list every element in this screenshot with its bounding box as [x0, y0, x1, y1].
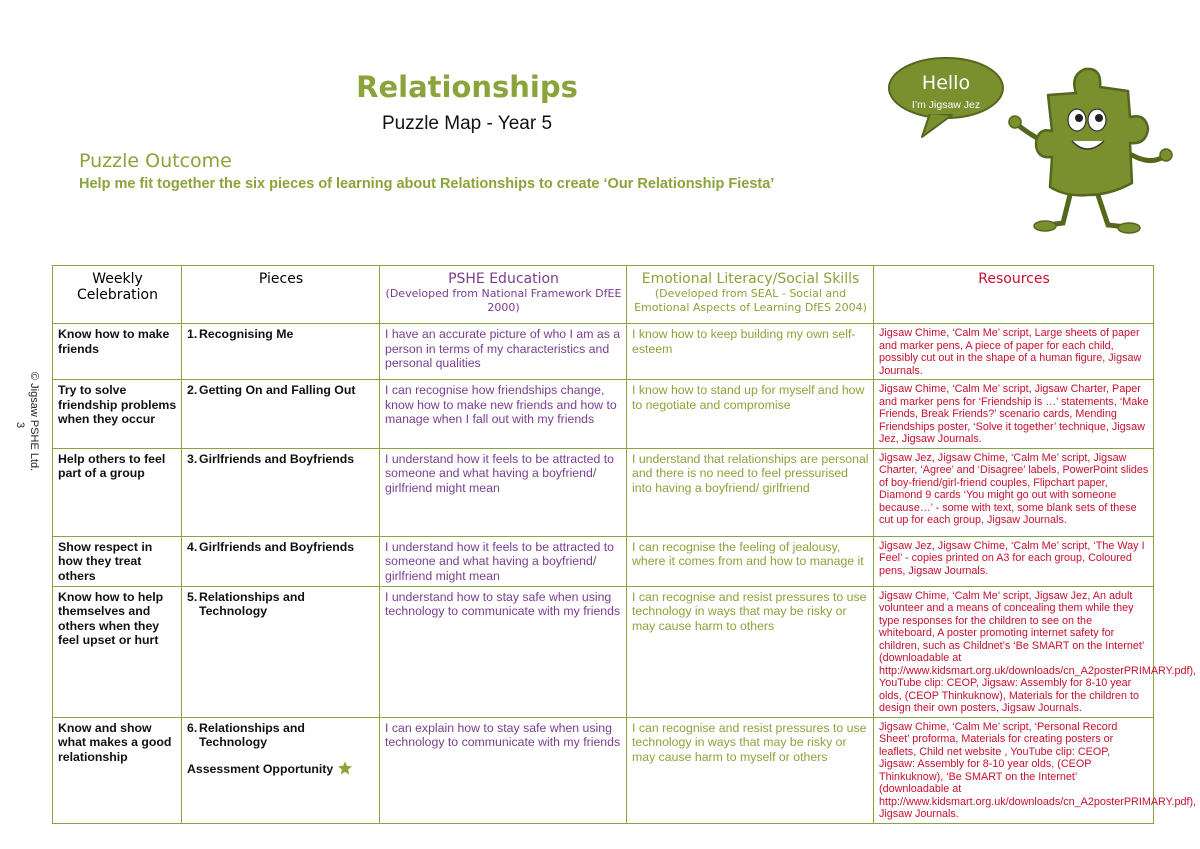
pshe-cell: I can recognise how friendships change, know how to make new friends and how to manage when I fall out with my friends — [380, 380, 627, 449]
header-pshe-education — [380, 266, 627, 324]
resources-cell: Jigsaw Chime, ‘Calm Me’ script, Jigsaw Jez, An adult volunteer and a means of concealing them while they type responses for the children to see on the whiteboard, A poster promoting internet safety for children, such as Childnet’s ‘Be SMART on the Internet’ (downloadable at http://www.kidsmart.org.uk/downloads/cn_A2posterPRIMARY.pdf), YouTube clip: CEOP, Jigsaw: Assembly for 8-10 year olds, (CEOP Thinkuknow), Materials for the children to design their own posters, Jigsaw Journals. — [874, 586, 1154, 717]
resources-cell: Jigsaw Chime, ‘Calm Me’ script, Large sheets of paper and marker pens, A piece of paper for each child, possibly cut out in the shape of a human figure, Jigsaw Journals. — [874, 324, 1154, 380]
emotional-cell: I know how to keep building my own self-esteem — [627, 324, 874, 380]
weekly-celebration-cell: Help others to feel part of a group — [53, 448, 182, 536]
table-header-row — [53, 266, 1154, 324]
header-emotional-subtitle: (Developed from SEAL - Social and Emotional Aspects of Learning DfES 2004) — [634, 287, 867, 314]
weekly-celebration-cell: Know and show what makes a good relationship — [53, 717, 182, 823]
weekly-celebration-cell: Try to solve friendship problems when they occur — [53, 380, 182, 449]
pshe-cell: I have an accurate picture of who I am as a person in terms of my characteristics and personal qualities — [380, 324, 627, 380]
piece-number: 5. — [187, 589, 198, 604]
table-row — [53, 536, 1154, 586]
table-row — [53, 448, 1154, 536]
puzzle-map-table — [52, 265, 1197, 824]
pshe-cell: I understand how it feels to be attracted to someone and what having a boyfriend/ girlfriend might mean — [380, 536, 627, 586]
copyright-text: © Jigsaw PSHE Ltd. — [28, 372, 40, 472]
header-resources: Resources — [874, 266, 1154, 324]
star-icon — [337, 760, 353, 776]
side-footer — [10, 372, 44, 482]
piece-title: Girlfriends and Boyfriends — [199, 539, 355, 554]
emotional-cell: I can recognise and resist pressures to use technology in ways that may be risky or may cause harm to myself or others — [627, 717, 874, 823]
piece-title: Recognising Me — [199, 327, 294, 341]
puzzle-outcome-heading: Puzzle Outcome — [79, 150, 232, 172]
emotional-cell: I know how to stand up for myself and how to negotiate and compromise — [627, 380, 874, 449]
speech-bubble — [889, 58, 1003, 137]
piece-title: Girlfriends and Boyfriends — [199, 451, 355, 466]
piece-cell — [182, 380, 380, 449]
table-row — [53, 717, 1154, 823]
pshe-cell: I understand how it feels to be attracted to someone and what having a boyfriend/ girlfriend might mean — [380, 448, 627, 536]
header-pshe-subtitle: (Developed from National Framework DfEE 2000) — [385, 287, 622, 314]
piece-cell — [182, 717, 380, 823]
weekly-celebration-cell: Show respect in how they treat others — [53, 536, 182, 586]
table-row — [53, 324, 1154, 380]
header-pieces: Pieces — [182, 266, 380, 324]
assessment-label: Assessment Opportunity — [187, 761, 334, 776]
resources-cell: Jigsaw Chime, ‘Calm Me’ script, Jigsaw Charter, Paper and marker pens for ‘Friendship is …’ statements, ‘Make Friends, Break Friends?’ scenario cards, Mending Friendships poster, ‘Solve it together’ technique, Jigsaw Jez, Jigsaw Journals. — [874, 380, 1154, 449]
puzzle-outcome-text: Help me fit together the six pieces of learning about Relationships to create ‘Our Relationship Fiesta’ — [79, 176, 775, 192]
emotional-cell: I can recognise and resist pressures to use technology in ways that may be risky or may cause harm to others — [627, 586, 874, 717]
page-subtitle: Puzzle Map - Year 5 — [381, 113, 553, 134]
piece-cell — [182, 448, 380, 536]
jigsaw-jez-mascot — [880, 55, 1180, 240]
resources-cell: Jigsaw Chime, ‘Calm Me’ script, ‘Personal Record Sheet’ proforma, Materials for creating posters or leaflets, Child net website , YouTube clip: CEOP, Jigsaw: Assembly for 8-10 year olds, (CEOP Thinkuknow), ‘Be SMART on the Internet’ (downloadable at http://www.kidsmart.org.uk/downloads/cn_A2posterPRIMARY.pdf), Jigsaw Journals. — [874, 717, 1154, 823]
table-row — [53, 380, 1154, 449]
bubble-title: Hello — [921, 72, 971, 94]
resources-cell: Jigsaw Jez, Jigsaw Chime, ‘Calm Me’ script, ‘The Way I Feel’ - copies printed on A3 for each group, Coloured pens, Jigsaw Journals. — [874, 536, 1154, 586]
weekly-celebration-cell: Know how to help themselves and others when they feel upset or hurt — [53, 586, 182, 717]
emotional-cell: I understand that relationships are personal and there is no need to feel pressurised into having a boyfriend/ girlfriend — [627, 448, 874, 536]
pshe-cell: I understand how to stay safe when using technology to communicate with my friends — [380, 586, 627, 717]
piece-cell — [182, 324, 380, 380]
piece-cell — [182, 586, 380, 717]
piece-number: 3. — [187, 451, 198, 466]
page-number: 3 — [14, 422, 26, 429]
piece-title: Relationships and Technology — [199, 720, 305, 749]
piece-number: 2. — [187, 383, 198, 397]
puzzle-piece-icon — [1009, 69, 1172, 233]
header-pshe-title: PSHE Education — [448, 271, 559, 287]
pshe-cell: I can explain how to stay safe when using technology to communicate with my friends — [380, 717, 627, 823]
piece-title: Getting On and Falling Out — [199, 383, 356, 397]
piece-number: 4. — [187, 539, 198, 554]
table-row — [53, 586, 1154, 717]
resources-cell: Jigsaw Jez, Jigsaw Chime, ‘Calm Me’ script, Jigsaw Charter, ‘Agree’ and ‘Disagree’ labels, PowerPoint slides of boy-friend/girl-friend couples, Flipchart paper, Diamond 9 cards ‘You might go out with someone because…’ - some with text, some blank sets of these cut up for each group, Jigsaw Journals. — [874, 448, 1154, 536]
header-emotional-literacy — [627, 266, 874, 324]
header-emotional-title: Emotional Literacy/Social Skills — [641, 271, 860, 287]
assessment-opportunity — [187, 760, 375, 777]
piece-title: Relationships and Technology — [199, 589, 305, 618]
piece-cell — [182, 536, 380, 586]
header-weekly-celebration: Weekly Celebration — [53, 266, 182, 324]
piece-number: 6. — [187, 720, 198, 735]
weekly-celebration-cell: Know how to make friends — [53, 324, 182, 380]
emotional-cell: I can recognise the feeling of jealousy, where it comes from and how to manage it — [627, 536, 874, 586]
bubble-text: I’m Jigsaw Jez — [911, 99, 981, 111]
page-title: Relationships — [356, 70, 578, 104]
piece-number: 1. — [187, 327, 198, 341]
